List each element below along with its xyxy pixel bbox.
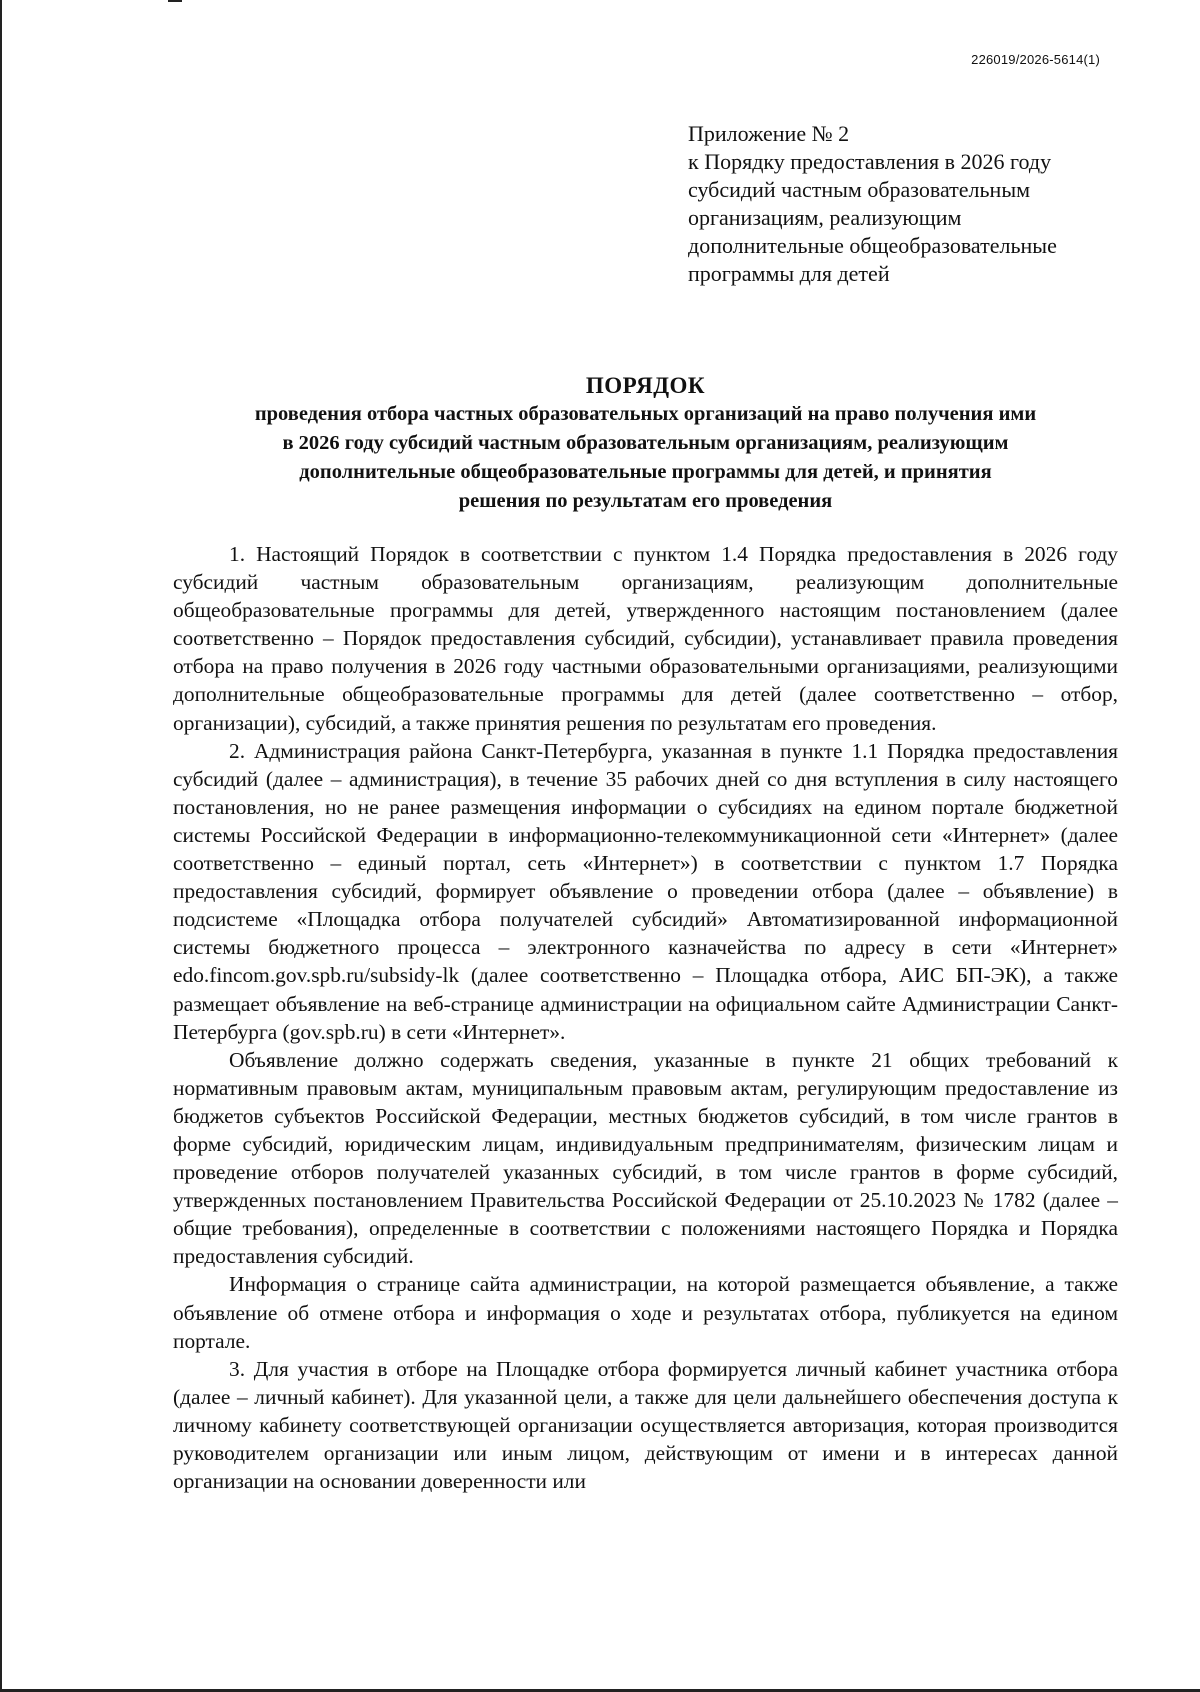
appendix-line: Приложение № 2	[688, 121, 850, 146]
document-title: ПОРЯДОК	[585, 373, 706, 398]
appendix-line: программы для детей	[688, 261, 890, 286]
page-edge-left	[0, 0, 2, 1692]
paragraph-announcement-content: Объявление должно содержать сведения, указанные в пункте 21 общих требований к нормативным правовым актам, муниципальным правовым актам, регулирующим предоставление из бюджетов субъектов Российской Федерации, местных бюджетов субсидий, в том числе грантов в форме субсидий, юридическим лицам, индивидуальным предпринимателям, физическим лицам и проведение отборов получателей указанных субсидий, в том числе грантов в форме субсидий, утвержденных постановлением Правительства Российской Федерации от 25.10.2023 № 1782 (далее – общие требования), определенные в соответствии с положениями настоящего Порядка и Порядка предоставления субсидий.	[173, 1047, 1118, 1269]
subtitle-line: решения по результатам его проведения	[458, 490, 833, 512]
appendix-line: субсидий частным образовательным	[688, 177, 1031, 202]
appendix-line: дополнительные общеобразовательные	[688, 233, 1057, 258]
document-title-block	[173, 372, 1118, 516]
appendix-block	[688, 120, 1118, 288]
appendix-line: к Порядку предоставления в 2026 году	[688, 149, 1052, 174]
paragraph-2: 2. Администрация района Санкт-Петербурга, указанная в пункте 1.1 Порядка предоставления субсидий (далее – администрация), в течение 35 рабочих дней со дня вступления в силу настоящего постановления, но не ранее размещения информации о субсидиях на едином портале бюджетной системы Российской Федерации в информационно-телекоммуникационной сети «Интернет» (далее соответственно – единый портал, сеть «Интернет») в соответствии с пунктом 1.7 Порядка предоставления субсидий, формирует объявление о проведении отбора (далее – объявление) в подсистеме «Площадка отбора получателей субсидий» Автоматизированной информационной системы бюджетного процесса – электронного казначейства по адресу в сети «Интернет» edo.fincom.gov.spb.ru/subsidy-lk (далее соответственно – Площадка отбора, АИС БП-ЭК), а также размещает объявление на веб-странице администрации на официальном сайте Администрации Санкт-Петербурга (gov.spb.ru) в сети «Интернет».	[173, 738, 1118, 1044]
paragraph-portal-publication: Информация о странице сайта администрации, на которой размещается объявление, а также объявление об отмене отбора и информация о ходе и результатах отбора, публикуется на едином портале.	[173, 1272, 1118, 1353]
scan-mark	[168, 0, 182, 2]
subtitle-line: дополнительные общеобразовательные программы для детей, и принятия	[299, 461, 992, 483]
document-body	[173, 540, 1118, 1495]
subtitle-line: проведения отбора частных образовательных организаций на право получения ими	[254, 403, 1037, 425]
paragraph-1: 1. Настоящий Порядок в соответствии с пунктом 1.4 Порядка предоставления в 2026 году субсидий частным образовательным организациям, реализующим дополнительные общеобразовательные программы для детей, утвержденного настоящим постановлением (далее соответственно – Порядок предоставления субсидий, субсидии), устанавливает правила проведения отбора на право получения в 2026 году частными образовательными организациями, реализующими дополнительные общеобразовательные программы для детей (далее соответственно – отбор, организации), субсидий, а также принятия решения по результатам его проведения.	[173, 542, 1118, 735]
document-subtitle	[173, 400, 1118, 516]
document-number: 226019/2026-5614(1)	[971, 52, 1100, 67]
paragraph-3: 3. Для участия в отборе на Площадке отбора формируется личный кабинет участника отбора (далее – личный кабинет). Для указанной цели, а также для цели дальнейшего обеспечения доступа к личному кабинету соответствующей организации осуществляется авторизация, которая производится руководителем организации или иным лицом, действующим от имени и в интересах данной организации на основании доверенности или	[173, 1356, 1118, 1494]
appendix-line: организациям, реализующим	[688, 205, 962, 230]
subtitle-line: в 2026 году субсидий частным образовательным организациям, реализующим	[282, 432, 1009, 454]
